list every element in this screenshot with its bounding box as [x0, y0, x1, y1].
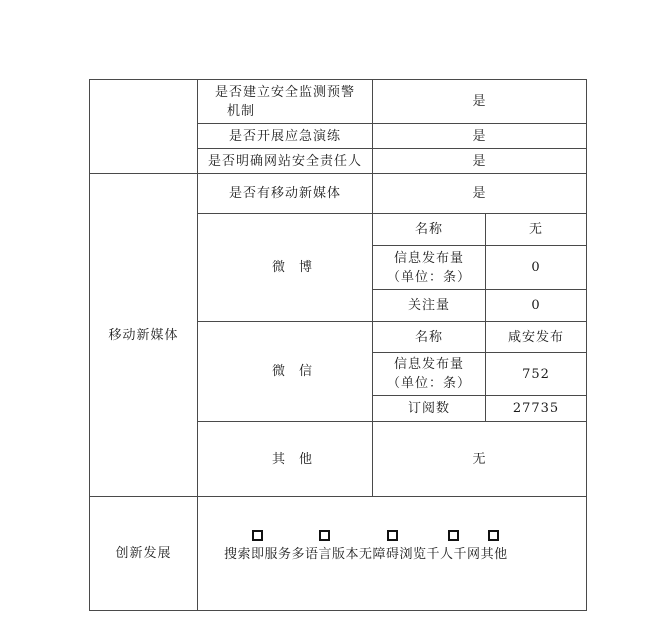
- wechat-subscribers-label: 订阅数: [407, 401, 450, 416]
- wechat-posts-value: 752: [522, 366, 550, 382]
- innovation-section-label: 创新发展: [115, 546, 172, 561]
- weibo-followers-label: 关注量: [407, 298, 450, 313]
- checkbox-icon[interactable]: [252, 530, 263, 541]
- weibo-label: 微博: [271, 260, 326, 275]
- responsible-label: 是否明确网站安全责任人: [207, 153, 362, 169]
- wechat-name-label: 名称: [414, 329, 443, 345]
- wechat-label: 微信: [271, 364, 326, 379]
- other-value: 无: [472, 451, 487, 467]
- option-search-service[interactable]: [224, 526, 292, 564]
- option-accessibility[interactable]: [359, 526, 427, 564]
- table-rule: [89, 610, 587, 611]
- mobile-section-label: 移动新媒体: [108, 327, 179, 343]
- option-multilingual[interactable]: [292, 526, 360, 564]
- other-label: 其他: [271, 451, 326, 467]
- monitor-value: 是: [472, 94, 487, 109]
- checkbox-icon[interactable]: [448, 530, 459, 541]
- option-label: 无障碍浏览: [359, 547, 427, 562]
- responsible-value: 是: [472, 153, 487, 169]
- wechat-name-value: 咸安发布: [507, 329, 564, 345]
- weibo-name-value: 无: [528, 222, 543, 237]
- monitor-label: [198, 80, 372, 123]
- table-rule: [586, 79, 587, 611]
- weibo-posts-value: 0: [531, 260, 541, 275]
- wechat-posts-label: [373, 353, 485, 395]
- monitor-label-line1: 是否建立安全监测预警: [214, 84, 355, 100]
- weibo-posts-label-line2: （单位：条）: [386, 269, 471, 285]
- option-label: 多语言版本: [291, 547, 360, 562]
- has-mobile-value: 是: [472, 186, 487, 201]
- checkbox-icon[interactable]: [488, 530, 499, 541]
- weibo-posts-label-line1: 信息发布量: [393, 250, 464, 266]
- option-label: 搜索即服务: [224, 547, 292, 562]
- has-mobile-label: 是否有移动新媒体: [228, 186, 341, 201]
- option-label: 其他: [480, 547, 508, 562]
- wechat-posts-label-line2: （单位：条）: [386, 376, 471, 391]
- option-personalized[interactable]: [427, 526, 481, 564]
- weibo-posts-label: [373, 246, 485, 289]
- wechat-subscribers-value: 27735: [512, 401, 560, 416]
- monitor-label-line2: 机制: [226, 103, 255, 119]
- option-label: 千人千网: [426, 547, 481, 562]
- innovation-options: [198, 497, 586, 593]
- checkbox-icon[interactable]: [319, 530, 330, 541]
- weibo-followers-value: 0: [531, 298, 541, 313]
- weibo-name-label: 名称: [414, 222, 443, 237]
- option-other[interactable]: [481, 526, 508, 564]
- drill-value: 是: [472, 128, 487, 144]
- checkbox-icon[interactable]: [387, 530, 398, 541]
- wechat-posts-label-line1: 信息发布量: [393, 357, 464, 372]
- drill-label: 是否开展应急演练: [228, 128, 341, 144]
